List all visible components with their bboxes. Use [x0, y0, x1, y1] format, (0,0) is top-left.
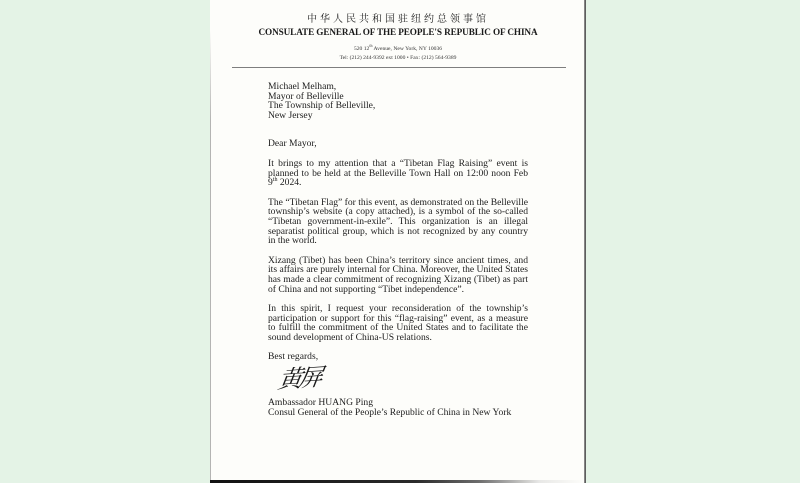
letterhead-contact: Tel: (212) 244-9392 ext 1000 • Fax: (212) 564-9389: [339, 54, 457, 61]
paragraph-3: Xizang (Tibet) has been China’s territory since ancient times, and its affairs are purely internal for China. Moreover, the United States has made a clear commitment of recognizing Xizang (Tibet) as part of China and not supporting “Tibet independence”.: [268, 254, 528, 295]
recipient-name: Michael Melham,: [268, 81, 337, 92]
paragraph-1: [268, 159, 528, 188]
paper-right-edge: [584, 0, 586, 483]
letterhead-divider: [232, 67, 566, 68]
handwritten-signature: 黄屏: [276, 363, 321, 395]
letter-body: [268, 82, 528, 417]
address-rest: Avenue, New York, NY 10036: [372, 45, 443, 52]
recipient-title: Mayor of Belleville: [268, 90, 344, 102]
signature-wrapper: [268, 362, 528, 398]
closing: Best regards,: [268, 351, 319, 363]
recipient-state: New Jersey: [268, 109, 313, 121]
date-suffix: th: [272, 176, 278, 183]
letter-page: [210, 0, 586, 483]
letterhead-english-name: CONSULATE GENERAL OF THE PEOPLE'S REPUBLIC OF CHINA: [258, 27, 538, 37]
paragraph-2: The “Tibetan Flag” for this event, as demonstrated on the Belleville township’s website (a copy attached), is a symbol of the so-called “Tibetan government-in-exile”. This organization is an illegal separatist political group, which is not recognized by any country in the world.: [268, 196, 528, 247]
address-suffix: th: [369, 43, 373, 48]
paragraph-4: In this spirit, I request your reconsideration of the township’s participation or support for this “flag-raising” event, as a measure to fulfill the commitment of the United States and to facilitate the sound development of China-US relations.: [268, 303, 528, 343]
recipient-block: [268, 82, 528, 120]
letterhead-chinese-name: 中华人民共和国驻纽约总领事馆: [307, 14, 489, 25]
paragraph-1-end: 2024.: [277, 177, 302, 189]
address-number: 520 12: [353, 45, 370, 52]
letterhead-address: [210, 41, 586, 54]
recipient-organization: The Township of Belleville,: [268, 100, 376, 112]
signatory-title: Consul General of the People’s Republic of China in New York: [268, 406, 512, 418]
letterhead: [210, 14, 586, 63]
paper-left-edge: [210, 30, 211, 483]
signatory-name: Ambassador HUANG Ping: [268, 397, 373, 409]
paragraph-1-text: It brings to my attention that a “Tibetan Flag Raising” event is planned to be held at the Belleville Town Hall on 12:00 noon Feb 9: [268, 157, 528, 189]
salutation: Dear Mayor,: [268, 138, 317, 150]
